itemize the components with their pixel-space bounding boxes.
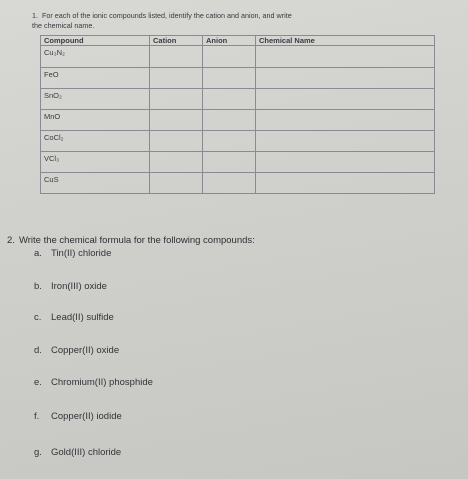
table-row bbox=[41, 89, 435, 110]
table-row bbox=[41, 110, 435, 131]
cation-cell[interactable] bbox=[150, 89, 203, 110]
question-1-number: 1. bbox=[32, 11, 38, 20]
list-item bbox=[34, 377, 153, 388]
question-1-text-line-2: the chemical name. bbox=[32, 21, 95, 30]
list-item bbox=[34, 248, 111, 259]
compound-cell: VCl₃ bbox=[41, 152, 150, 173]
chemical-name-cell[interactable] bbox=[256, 46, 435, 68]
table-row bbox=[41, 46, 435, 68]
part-text: Copper(II) iodide bbox=[51, 411, 122, 422]
anion-cell[interactable] bbox=[203, 89, 256, 110]
list-item bbox=[34, 345, 119, 356]
question-2-text: Write the chemical formula for the following compounds: bbox=[18, 235, 255, 246]
header-compound: Compound bbox=[41, 36, 150, 46]
header-anion: Anion bbox=[203, 36, 256, 46]
anion-cell[interactable] bbox=[203, 152, 256, 173]
question-2-number: 2. bbox=[7, 235, 15, 246]
part-text: Lead(II) sulfide bbox=[51, 312, 114, 323]
question-1-line-1 bbox=[32, 11, 462, 21]
part-text: Iron(III) oxide bbox=[51, 281, 107, 292]
cation-cell[interactable] bbox=[150, 152, 203, 173]
anion-cell[interactable] bbox=[203, 110, 256, 131]
question-2 bbox=[7, 235, 255, 246]
list-item bbox=[34, 447, 121, 458]
anion-cell[interactable] bbox=[203, 46, 256, 68]
part-text: Copper(II) oxide bbox=[51, 345, 120, 356]
chemical-name-cell[interactable] bbox=[256, 152, 435, 173]
part-letter: c. bbox=[34, 312, 42, 323]
list-item bbox=[34, 281, 107, 292]
question-1 bbox=[32, 11, 462, 31]
header-chemical-name: Chemical Name bbox=[256, 36, 435, 46]
list-item bbox=[34, 411, 122, 422]
anion-cell[interactable] bbox=[203, 68, 256, 89]
part-text: Tin(II) chloride bbox=[51, 248, 112, 259]
anion-cell[interactable] bbox=[203, 131, 256, 152]
part-letter: g. bbox=[34, 447, 42, 458]
cation-cell[interactable] bbox=[150, 46, 203, 68]
compound-cell: CuS bbox=[41, 173, 150, 194]
part-letter: f. bbox=[34, 411, 40, 422]
cation-cell[interactable] bbox=[150, 68, 203, 89]
cation-cell[interactable] bbox=[150, 131, 203, 152]
header-cation: Cation bbox=[150, 36, 203, 46]
chemical-name-cell[interactable] bbox=[256, 173, 435, 194]
part-letter: b. bbox=[34, 281, 42, 292]
question-1-text-line-1: For each of the ionic compounds listed, identify the cation and anion, and write bbox=[42, 11, 292, 20]
anion-cell[interactable] bbox=[203, 173, 256, 194]
part-letter: e. bbox=[34, 377, 42, 388]
table-row bbox=[41, 68, 435, 89]
chemical-name-cell[interactable] bbox=[256, 131, 435, 152]
list-item bbox=[34, 312, 114, 323]
compound-cell: CoCl₂ bbox=[41, 131, 150, 152]
cation-cell[interactable] bbox=[150, 110, 203, 131]
part-letter: d. bbox=[34, 345, 42, 356]
part-text: Chromium(II) phosphide bbox=[51, 377, 153, 388]
table-row bbox=[41, 173, 435, 194]
compound-cell: SnO₂ bbox=[41, 89, 150, 110]
chemical-name-cell[interactable] bbox=[256, 89, 435, 110]
table-row bbox=[41, 152, 435, 173]
chemical-name-cell[interactable] bbox=[256, 68, 435, 89]
table-header-row bbox=[41, 36, 435, 46]
chemical-name-cell[interactable] bbox=[256, 110, 435, 131]
compounds-table bbox=[40, 35, 435, 194]
compound-cell: MnO bbox=[41, 110, 150, 131]
table-row bbox=[41, 131, 435, 152]
cation-cell[interactable] bbox=[150, 173, 203, 194]
part-letter: a. bbox=[34, 248, 42, 259]
compound-cell: Cu₃N₂ bbox=[41, 46, 150, 68]
compound-cell: FeO bbox=[41, 68, 150, 89]
part-text: Gold(III) chloride bbox=[51, 447, 122, 458]
